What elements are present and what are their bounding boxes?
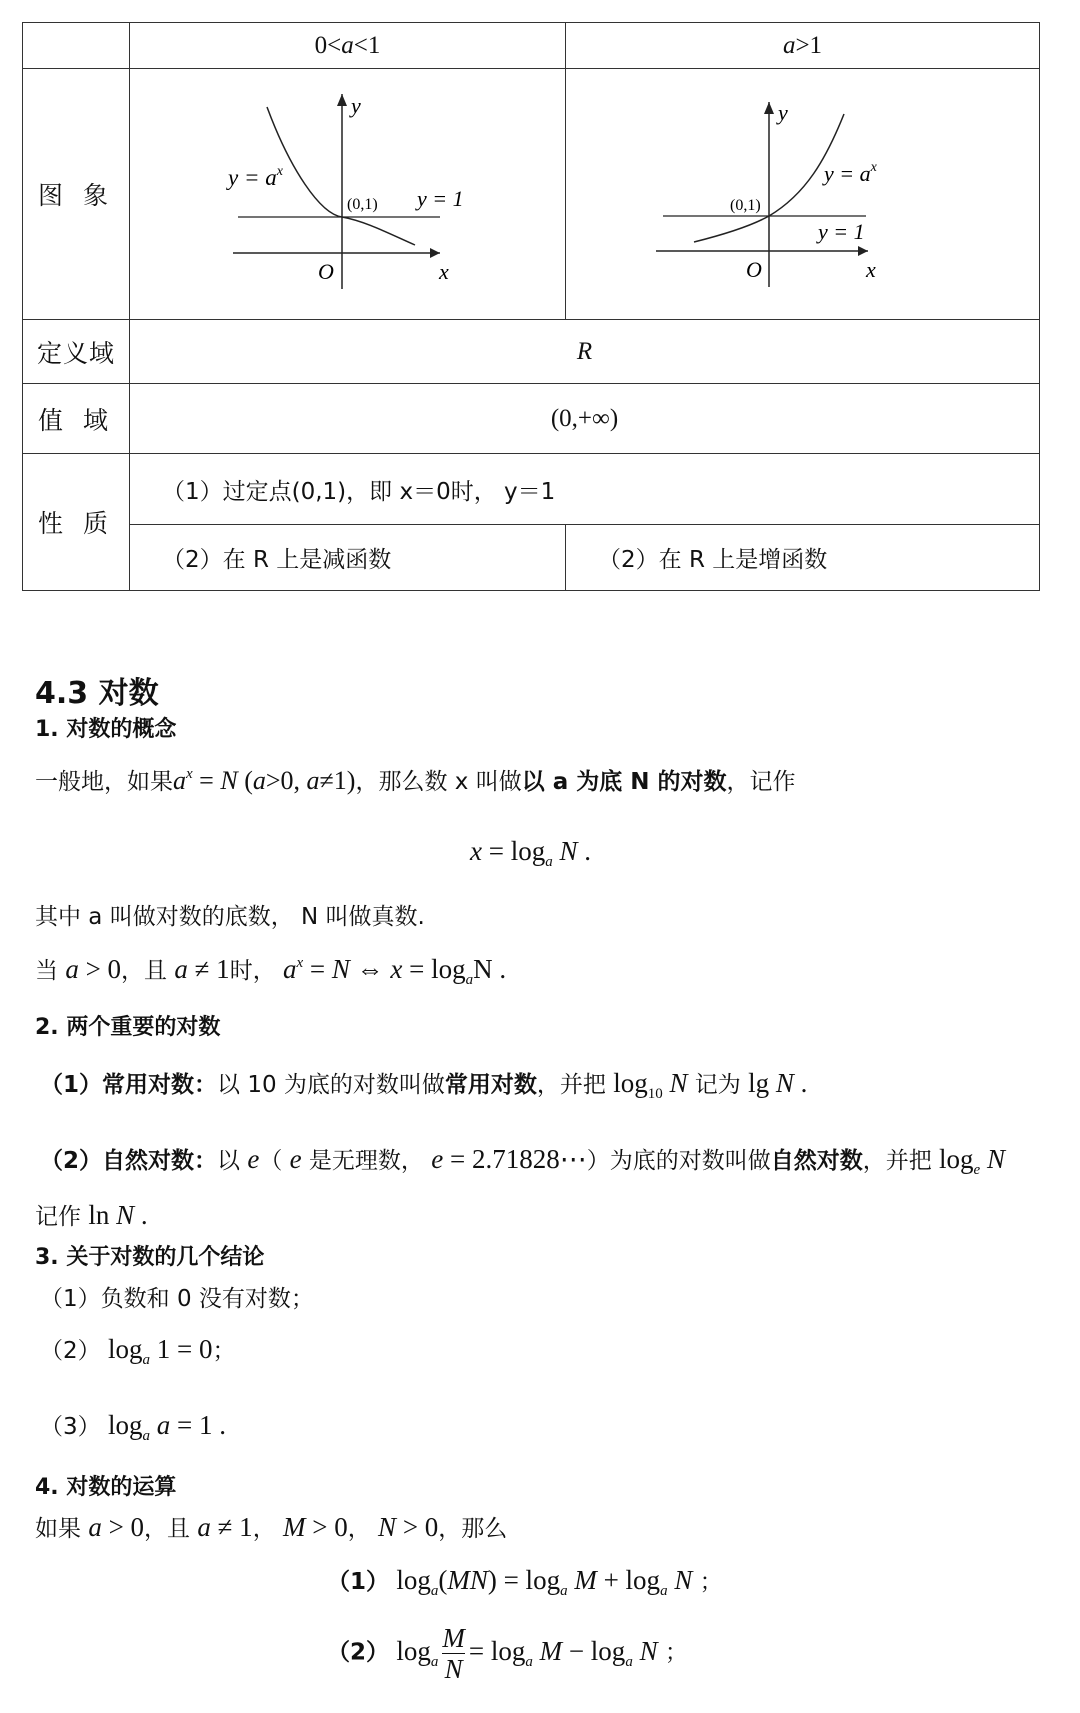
conclusion-3: （3） $\log_a a = 1$ . [40,1410,226,1444]
x-axis-arrow [858,246,868,256]
operations-condition: 如果 a > 0，且 a ≠ 1， M > 0， N > 0，那么 [35,1512,508,1542]
definition-line: 一般地，如果$a^x = N$ (a>0, a≠1)，那么数 x 叫做以 a 为底 N 的对数，记作 [35,766,796,795]
property-1: （1）过定点(0,1)，即 x＝0时， y＝1 [130,454,1040,525]
graph-decreasing [130,69,566,312]
conclusion-2: （2） $\log_a 1 = 0$； [40,1334,236,1368]
y-axis-arrow [764,102,774,114]
header-empty-cell [23,23,130,69]
graph-right-cell [566,69,1040,320]
heading-concept: 1. 对数的概念 [35,717,177,742]
operation-1: （1） $\log_a(MN) = \log_a M + \log_a N$ ； [327,1565,723,1599]
y-axis-label: y [351,93,361,118]
property-2-right: （2）在 R 上是增函数 [566,525,1040,591]
row-label-domain: 定义域 [23,320,130,384]
conclusion-1: （1）负数和 0 没有对数； [40,1286,314,1312]
natural-log-line: （2）自然对数：以 e（ e 是无理数， e = 2.71828⋯）为底的对数叫做自然对数，并把 $\log_e N$ [40,1144,1005,1178]
y-axis-label: y [778,100,788,125]
property-2-left: （2）在 R 上是减函数 [130,525,566,591]
row-label-properties: 性 质 [23,454,130,591]
exponential-properties-table [22,22,1040,591]
curve-label: $y = a^x$ [824,160,877,186]
heading-conclusions: 3. 关于对数的几个结论 [35,1245,265,1270]
range-value: (0,+∞) [130,384,1040,454]
curve-label: $y = a^x$ [228,164,283,190]
x-axis-label: x [866,257,876,282]
heading-important-logs: 2. 两个重要的对数 [35,1015,221,1040]
decreasing-curve [267,107,415,245]
heading-operations: 4. 对数的运算 [35,1475,177,1500]
y-axis-arrow [337,94,347,106]
graph-left-cell [130,69,566,320]
row-label-range: 值 域 [23,384,130,454]
common-log-line: （1）常用对数：以 10 为底的对数叫做常用对数，并把 $\log_{10} N$ 记为 lg N . [40,1068,808,1102]
definition-note: 其中 a 叫做对数的底数， N 叫做真数. [35,904,425,930]
x-axis-label: x [439,259,449,284]
equivalence-line: 当 a > 0，且 a ≠ 1时， $a^x = N$ ⇔ $x = \log_aN$ . [35,954,507,988]
line-label: y = 1 [818,219,865,244]
header-right: a>1 [566,23,1040,69]
line-label: y = 1 [417,186,464,211]
row-label-graph: 图 象 [23,69,130,320]
header-left: 0<a<1 [130,23,566,69]
x-axis-arrow [430,248,440,258]
definition-formula: $x = \log_a N$ . [470,836,591,870]
point-label: (0,1) [730,197,761,214]
origin-label: O [746,257,762,282]
operation-2: （2） $\log_a$ $\frac{M}{N}$ = $\log_a M - \log_a N$ ； [327,1623,688,1684]
natural-log-continuation: 记作 ln N . [35,1200,148,1230]
domain-value: R [130,320,1040,384]
graph-increasing [566,69,1040,312]
origin-label: O [318,259,334,284]
point-label: (0,1) [347,196,378,213]
definition-bold: 以 a 为底 N 的对数 [521,769,727,795]
section-title: 4.3 对数 [35,676,159,711]
